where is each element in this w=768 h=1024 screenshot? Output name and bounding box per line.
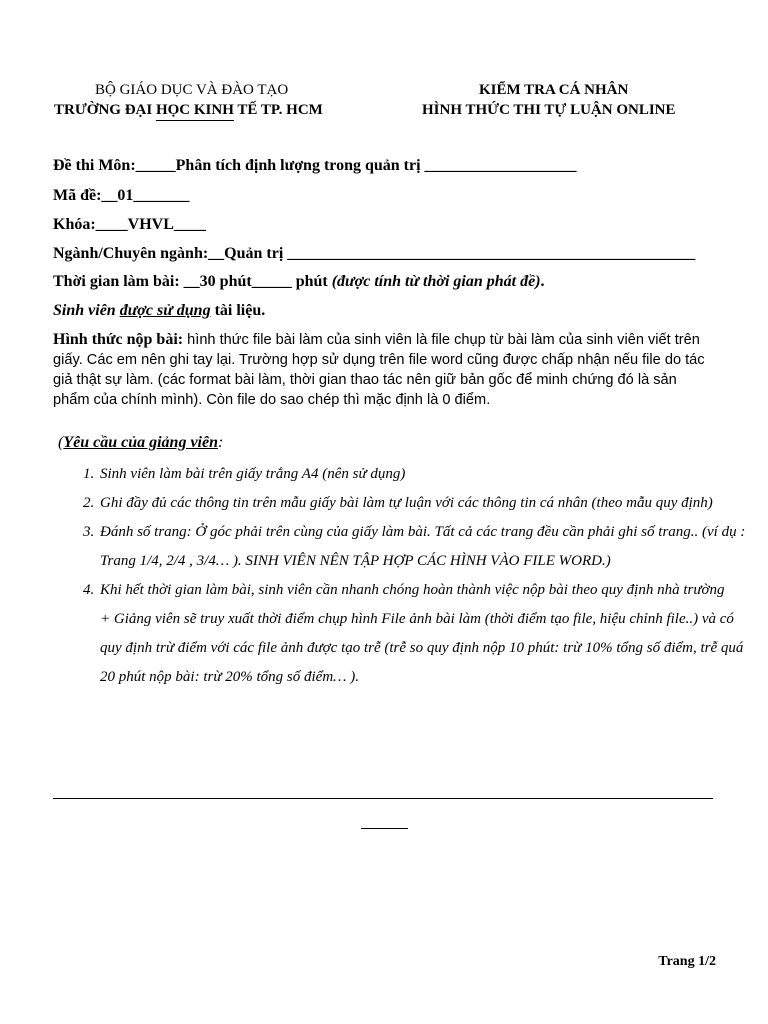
university-suffix: TẾ TP. HCM [233,102,323,118]
requirement-item: 1. Sinh viên làm bài trên giấy trắng A4 (nên sử dụng) [98,460,758,489]
time-note: (được tính từ thời gian phát đề) [331,273,541,290]
materials-note [53,301,265,321]
materials-prefix: Sinh viên [53,302,120,319]
page-number: Trang 1/2 [658,954,716,969]
major-field: Ngành/Chuyên ngành:__Quản trị ___________________________________________________ [53,245,696,262]
materials-underlined: được sử dụng [119,302,211,319]
university-name [54,100,323,121]
separator-line-short [361,828,408,829]
time-main: Thời gian làm bài: __30 phút_____ phút [53,273,332,290]
university-prefix: TRƯỜNG ĐẠI [54,102,156,118]
university-underlined: HỌC KINH [156,100,234,121]
requirement-item-text: Khi hết thời gian làm bài, sinh viên cần nhanh chóng hoàn thành việc nộp bài theo quy định nhà trường [100,582,725,598]
requirements-colon: : [218,434,224,451]
submission-label: Hình thức nộp bài: [53,331,184,348]
materials-suffix: tài liệu. [210,302,266,319]
separator-line [53,798,713,799]
submission-text: hình thức file bài làm của sinh viên là file chụp từ bài làm của sinh viên viết trên giấy. Các em nên ghi tay lại. Trường hợp sử dụng trên file word cũng được chấp nhận nếu file do tác giả thật sự làm. (các format bài làm, thời gian thao tác nên giữ bản gốc để minh chứng đó là sản phẩm của chính mình). Còn file do sao chép thì mặc định là 0 điểm. [53,332,705,408]
exam-code-field: Mã đề:__01_______ [53,187,190,204]
requirement-extra-note: + Giảng viên sẽ truy xuất thời điểm chụp hình File ảnh bài làm (thời điểm tạo file, hiệu chỉnh file..) và có quy định trừ điểm với các file ảnh được tạo trễ (trễ so quy định nộp 10 phút: trừ 10% tổng số điểm, trễ quá 20 phút nộp bài: trừ 20% tổng số điểm… ). [100,611,744,685]
requirements-title: Yêu cầu của giảng viên [63,434,218,451]
exam-format: HÌNH THỨC THI TỰ LUẬN ONLINE [422,102,676,118]
requirement-item [98,576,758,692]
time-end: . [540,273,545,290]
subject-label: Đề thi Môn:_____ [53,157,176,174]
course-field: Khóa:____VHVL____ [53,216,206,233]
subject-field [53,156,577,176]
requirements-list [60,460,758,692]
time-field [53,272,545,292]
ministry-name: BỘ GIÁO DỤC VÀ ĐÀO TẠO [95,82,289,98]
requirement-item: 2. Ghi đầy đủ các thông tin trên mẫu giấy bài làm tự luận với các thông tin cá nhân (theo mẫu quy định) [98,489,758,518]
submission-paragraph [53,330,713,410]
requirements-heading [58,434,223,452]
requirement-item: 3. Đánh số trang: Ở góc phải trên cùng của giấy làm bài. Tất cả các trang đều cần phải ghi số trang.. (ví dụ : Trang 1/4, 2/4 , 3/4… ). SINH VIÊN NÊN TẬP HỢP CÁC HÌNH VÀO FILE WORD.) [98,518,758,576]
requirements-open-paren: ( [58,434,64,451]
exam-title: KIỂM TRA CÁ NHÂN [479,82,629,98]
subject-value: Phân tích định lượng trong quản trị ___________________ [175,157,577,174]
